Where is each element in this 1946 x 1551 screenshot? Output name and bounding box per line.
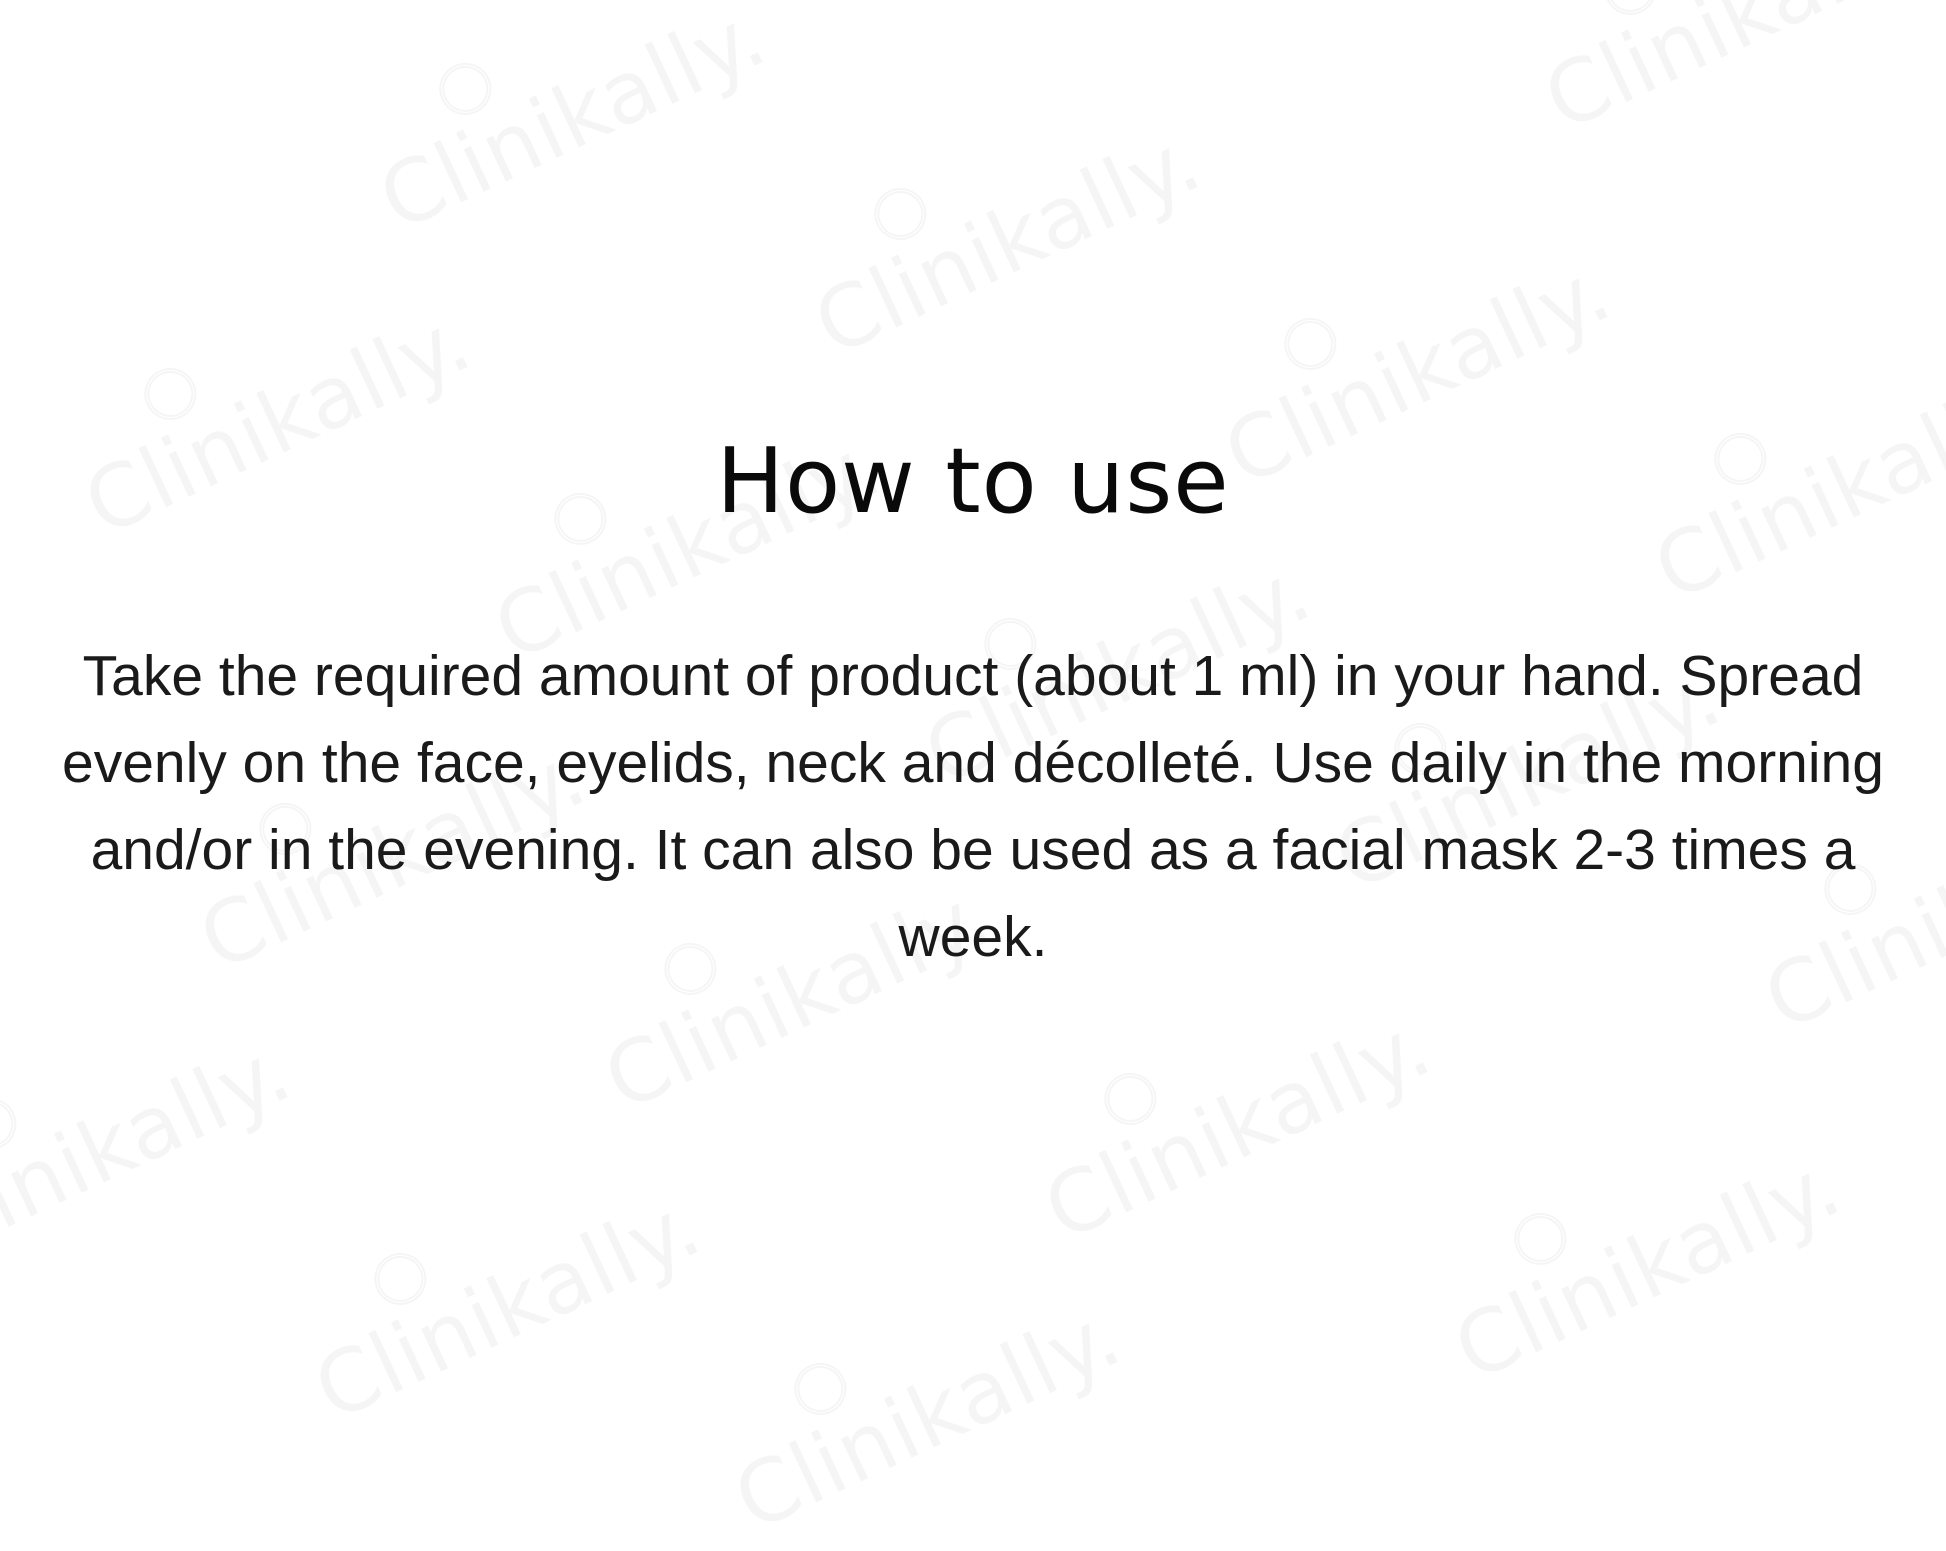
usage-instructions: Take the required amount of product (about 1 ml) in your hand. Spread evenly on the face, eyelids, neck and décolleté. Use daily in the morning and/or in the evening. It can also be used as a facial mask 2-3 times a week. (62, 644, 1884, 969)
section-heading: How to use (716, 429, 1230, 534)
